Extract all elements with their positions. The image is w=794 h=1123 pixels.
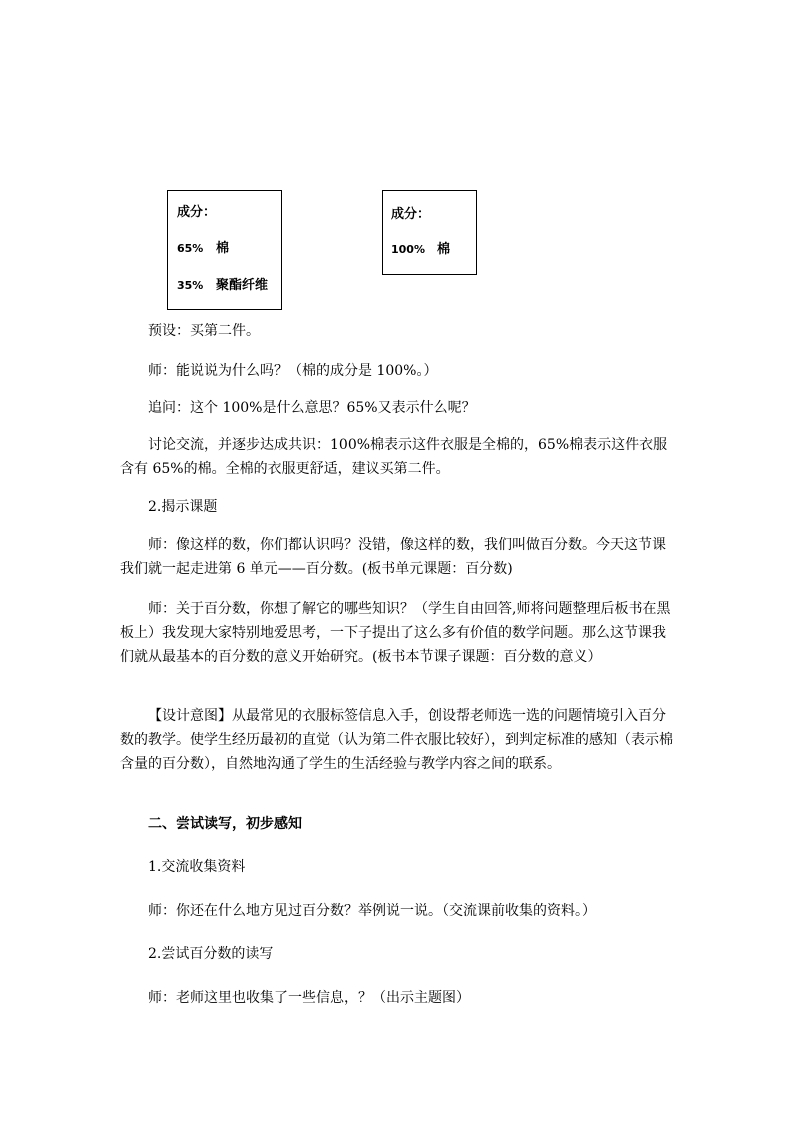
section-heading: 二、尝试读写，初步感知	[148, 816, 302, 832]
label-title: 成分：	[177, 205, 217, 220]
paragraph-where-seen: 师：你还在什么地方见过百分数？举例说一说。（交流课前收集的资料。）	[148, 903, 596, 919]
paragraph-show-picture: 师：老师这里也收集了一些信息，？（出示主题图）	[148, 990, 470, 1006]
label-material: 棉	[216, 241, 230, 256]
label-row	[391, 238, 450, 257]
paragraph-follow-up: 追问：这个 100%是什么意思？65%又表示什么呢？	[148, 400, 476, 416]
paragraph-discussion: 讨论交流，并逐步达成共识：100%棉表示这件衣服是全棉的，65%棉表示这件衣服含有 65%的棉。全棉的衣服更舒适，建议买第二件。	[120, 437, 668, 477]
paragraph-preset: 预设：买第二件。	[148, 323, 260, 339]
paragraph-design-intent: 【设计意图】从最常见的衣服标签信息入手，创设帮老师选一选的问题情境引入百分数的教学。使学生经历最初的直觉（认为第二件衣服比较好），到判定标准的感知（表示棉含量的百分数），自然地沟通了学生的生活经验与教学内容之间的联系。	[120, 708, 673, 772]
label-title: 成分：	[391, 207, 431, 222]
paragraph-questions: 师：关于百分数，你想了解它的哪些知识？（学生自由回答,师将问题整理后板书在黑板上）我发现大家特别地爱思考，一下子提出了这么多有价值的数学问题。那么这节课我们就从最基本的百分数的意义开始研究。(板书本节课子课题：百分数的意义）	[120, 601, 671, 665]
label-percent: 100%	[391, 243, 425, 256]
paragraph-teacher-question: 师：能说说为什么吗？（棉的成分是 100%。）	[148, 363, 438, 379]
label-percent: 35%	[177, 279, 204, 292]
label-material: 棉	[437, 242, 451, 257]
clothing-label-1	[167, 190, 282, 310]
label-material: 聚酯纤维	[216, 278, 269, 293]
section-reveal-topic: 2.揭示课题	[148, 499, 218, 515]
clothing-label-2	[382, 190, 477, 275]
paragraph-introduce-percent: 师：像这样的数，你们都认识吗？没错，像这样的数，我们叫做百分数。今天这节课我们就一起走进第 6 单元——百分数。(板书单元课题：百分数)	[120, 537, 666, 577]
label-row	[177, 274, 268, 293]
section-read-write: 2.尝试百分数的读写	[148, 946, 274, 962]
section-exchange-materials: 1.交流收集资料	[148, 859, 246, 875]
label-row	[177, 237, 229, 256]
label-percent: 65%	[177, 242, 204, 255]
